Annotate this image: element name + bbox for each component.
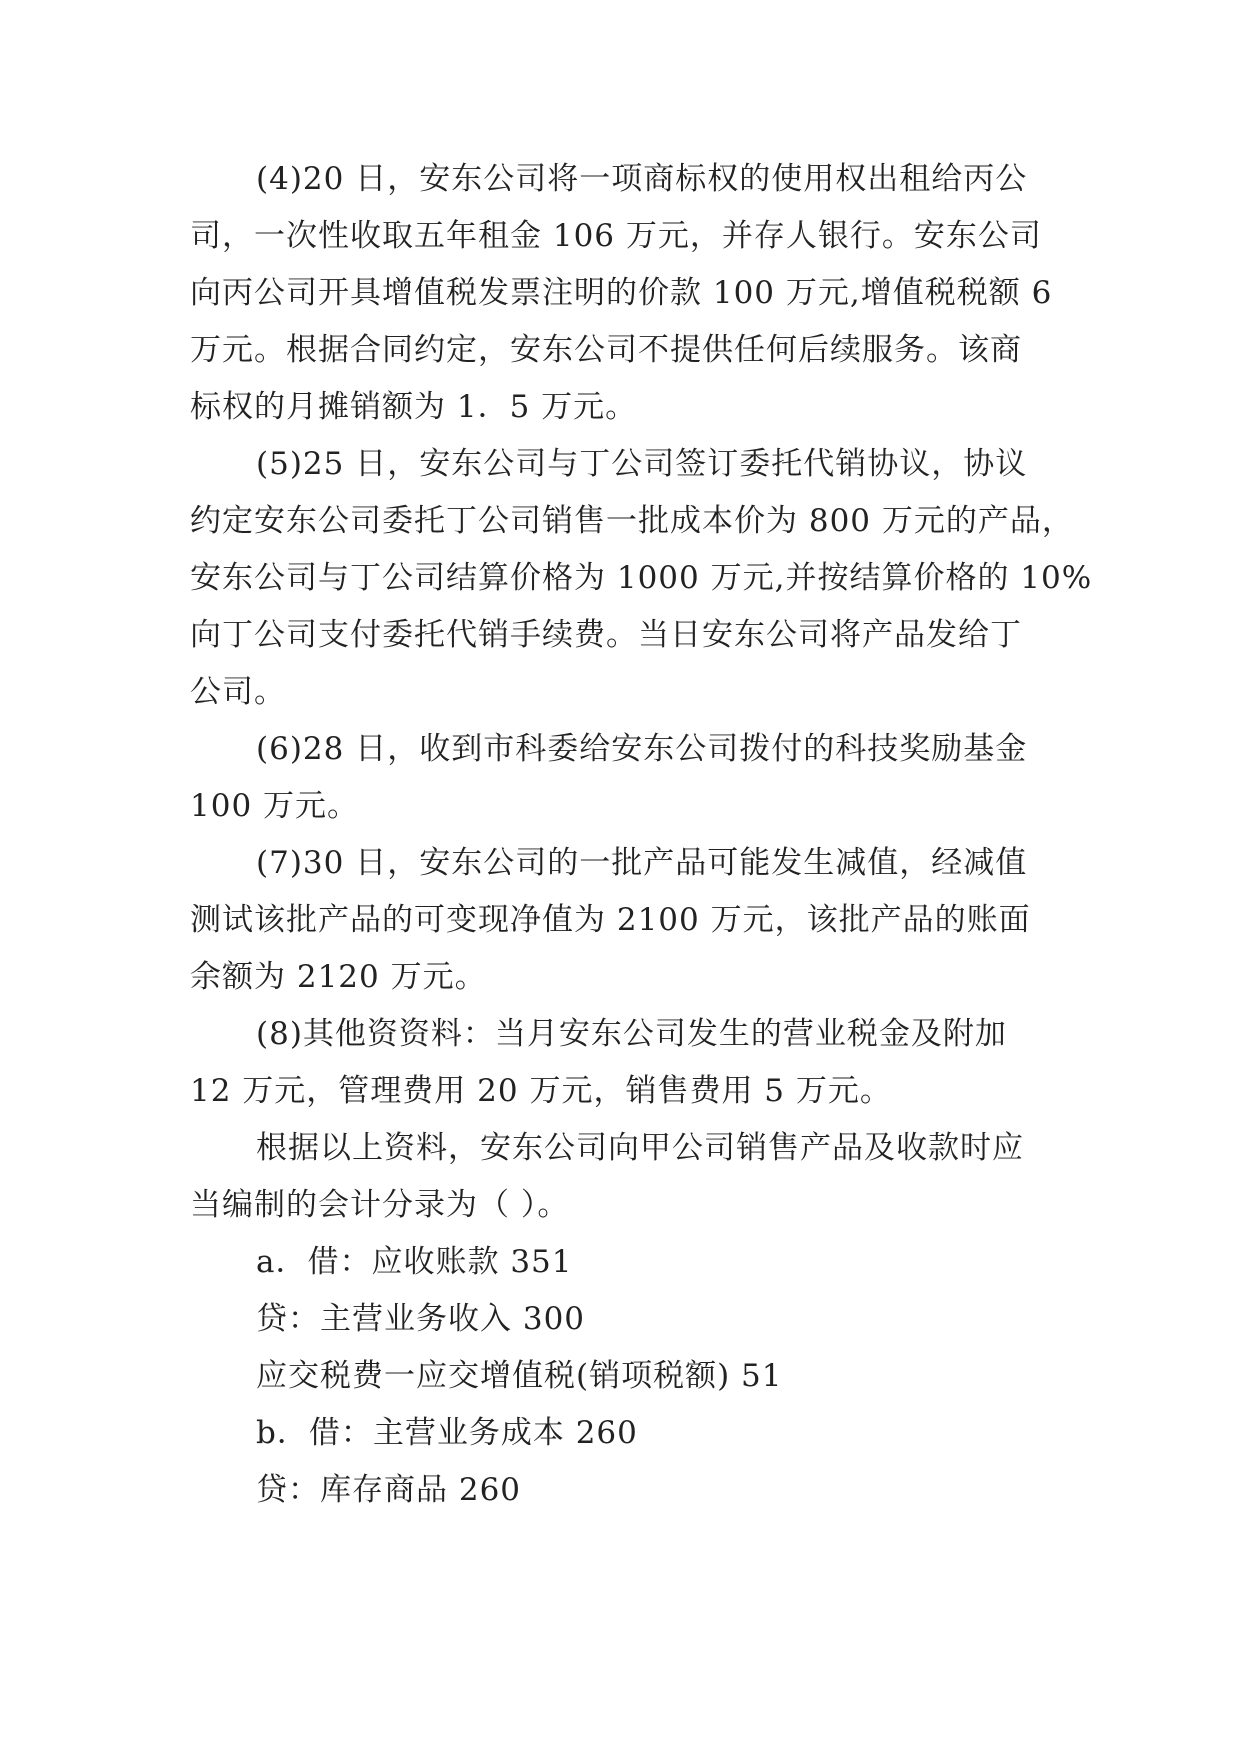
entry-line: 应交税费一应交增值税(销项税额) 51 <box>256 1358 783 1394</box>
paragraph-item-4 <box>190 151 1070 436</box>
text-line: (4)20 日，安东公司将一项商标权的使用权出租给丙公 <box>256 161 1028 197</box>
paragraph-item-7 <box>190 835 1070 1006</box>
text-line: 公司。 <box>190 674 286 710</box>
question-paragraph <box>190 1120 1070 1234</box>
document-body <box>190 151 1093 1519</box>
text-line: (8)其他资资料：当月安东公司发生的营业税金及附加 <box>256 1016 1007 1052</box>
entry-line: b．借：主营业务成本 260 <box>256 1415 638 1451</box>
journal-entries <box>190 1234 1070 1519</box>
text-line: 当编制的会计分录为（ ）。 <box>190 1187 570 1223</box>
text-line: 根据以上资料，安东公司向甲公司销售产品及收款时应 <box>256 1130 1024 1166</box>
text-line: (7)30 日，安东公司的一批产品可能发生减值，经减值 <box>256 845 1028 881</box>
text-line: 12 万元，管理费用 20 万元，销售费用 5 万元。 <box>190 1073 892 1109</box>
entry-line: 贷：库存商品 260 <box>256 1472 522 1508</box>
text-line: 安东公司与丁公司结算价格为 1000 万元,并按结算价格的 10% <box>190 560 1093 596</box>
text-line: 万元。根据合同约定，安东公司不提供任何后续服务。该商 <box>190 332 1022 368</box>
text-line: 100 万元。 <box>190 788 360 824</box>
text-line: 标权的月摊销额为 1．5 万元。 <box>190 389 638 425</box>
text-line: 向丙公司开具增值税发票注明的价款 100 万元,增值税税额 6 <box>190 275 1053 311</box>
text-line: 向丁公司支付委托代销手续费。当日安东公司将产品发给丁 <box>190 617 1022 653</box>
text-line: (6)28 日，收到市科委给安东公司拨付的科技奖励基金 <box>256 731 1028 767</box>
entry-line: a．借：应收账款 351 <box>256 1244 573 1280</box>
entry-line: 贷：主营业务收入 300 <box>256 1301 586 1337</box>
paragraph-item-6 <box>190 721 1070 835</box>
text-line: 余额为 2120 万元。 <box>190 959 487 995</box>
paragraph-item-5 <box>190 436 1093 721</box>
text-line: 测试该批产品的可变现净值为 2100 万元，该批产品的账面 <box>190 902 1031 938</box>
paragraph-item-8 <box>190 1006 1070 1120</box>
text-line: 约定安东公司委托丁公司销售一批成本价为 800 万元的产品， <box>190 503 1074 539</box>
text-line: (5)25 日，安东公司与丁公司签订委托代销协议，协议 <box>256 446 1028 482</box>
text-line: 司，一次性收取五年租金 106 万元，并存人银行。安东公司 <box>190 218 1042 254</box>
